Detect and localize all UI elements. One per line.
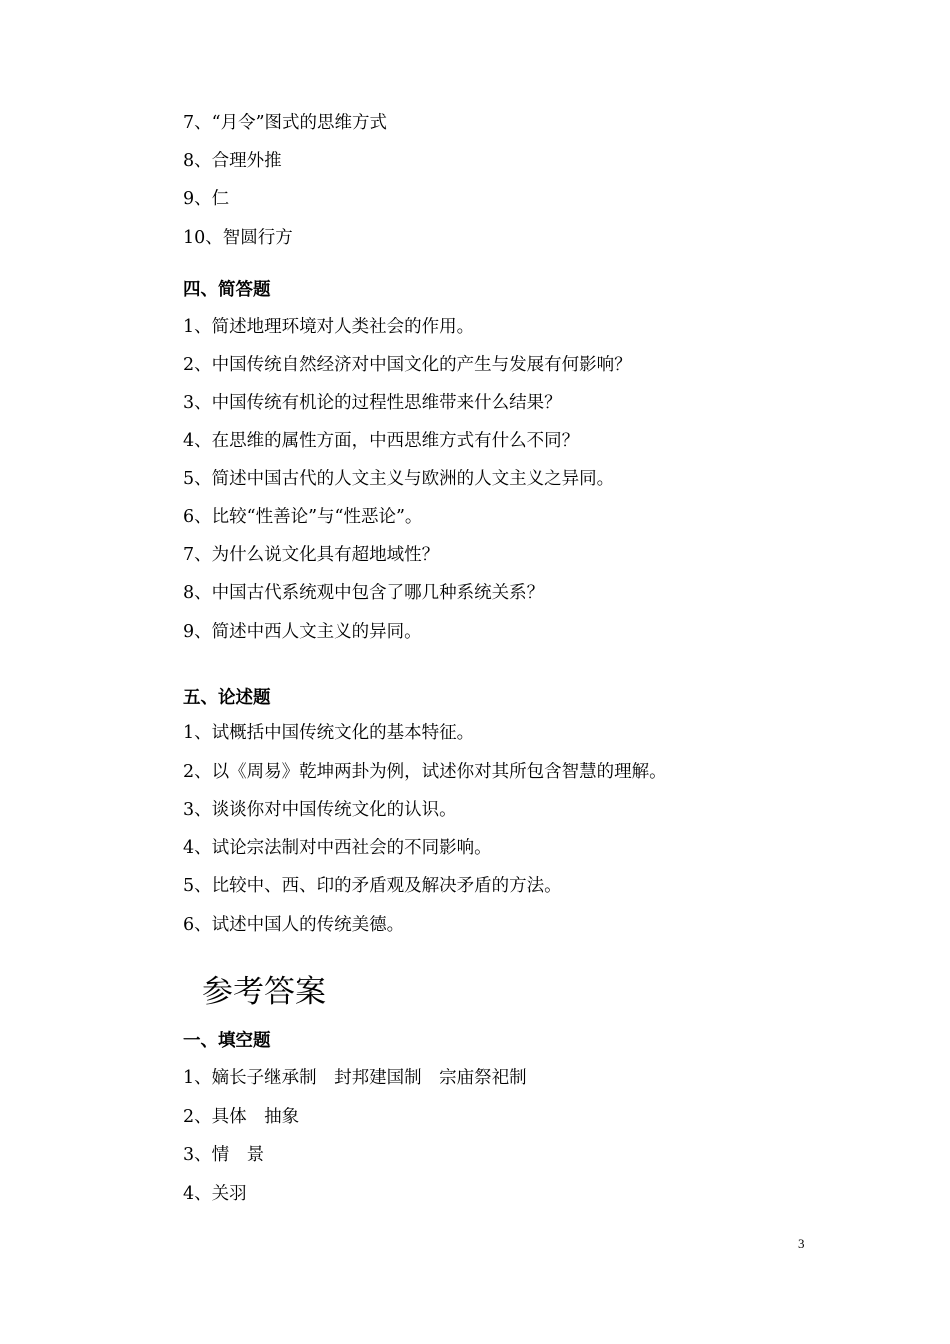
answer-item: 3、情 景 [183,1145,265,1165]
list-item: 3、谈谈你对中国传统文化的认识。 [183,800,457,820]
list-item: 5、简述中国古代的人文主义与欧洲的人文主义之异同。 [183,469,615,489]
list-item: 5、比较中、西、印的矛盾观及解决矛盾的方法。 [183,876,562,896]
page-number: 3 [798,1236,805,1251]
list-item: 9、简述中西人文主义的异同。 [183,622,422,642]
list-item: 6、试述中国人的传统美德。 [183,915,405,935]
list-item: 6、比较“性善论”与“性恶论”。 [183,507,423,527]
list-item: 9、仁 [183,189,230,209]
list-item: 7、“月令”图式的思维方式 [183,113,388,133]
list-item: 1、简述地理环境对人类社会的作用。 [183,317,475,337]
list-item: 2、以《周易》乾坤两卦为例，试述你对其所包含智慧的理解。 [183,762,667,782]
section-heading: 四、简答题 [183,280,271,300]
list-item: 8、合理外推 [183,151,282,171]
section-heading: 五、论述题 [183,688,271,708]
list-item: 3、中国传统有机论的过程性思维带来什么结果？ [183,393,562,413]
list-item: 7、为什么说文化具有超地域性？ [183,545,440,565]
list-item: 4、在思维的属性方面，中西思维方式有什么不同？ [183,431,580,451]
answer-item: 2、具体 抽象 [183,1107,300,1127]
section-heading: 一、填空题 [183,1031,271,1051]
answer-item: 1、嫡长子继承制 封邦建国制 宗庙祭祀制 [183,1068,527,1088]
list-item: 8、中国古代系统观中包含了哪几种系统关系？ [183,583,545,603]
list-item: 10、智圆行方 [183,228,293,248]
list-item: 2、中国传统自然经济对中国文化的产生与发展有何影响？ [183,355,632,375]
list-item: 4、试论宗法制对中西社会的不同影响。 [183,838,492,858]
answer-item: 4、关羽 [183,1184,247,1204]
list-item: 1、试概括中国传统文化的基本特征。 [183,723,475,743]
answers-title: 参考答案 [202,974,326,1010]
